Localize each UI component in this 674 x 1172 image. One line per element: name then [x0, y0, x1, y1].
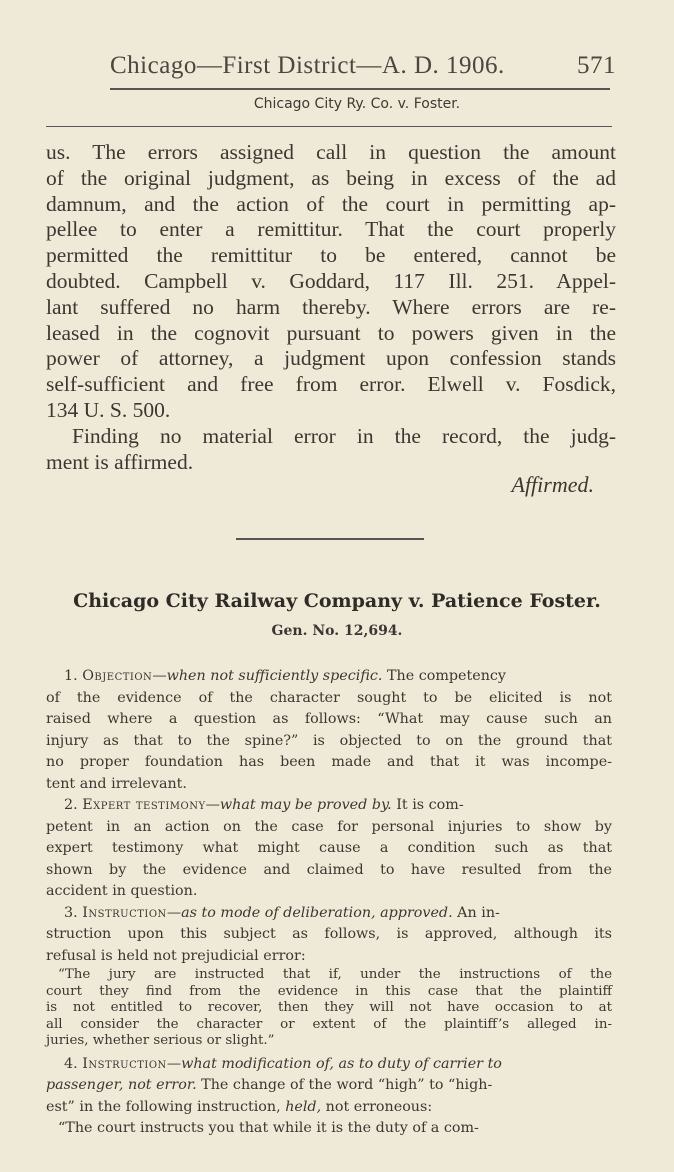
quote-line: is not entitled to recover, then they will not have occasion to at [46, 1000, 612, 1016]
section-divider [236, 538, 424, 540]
header-rule [110, 88, 610, 90]
opinion-line: self-sufficient and free from error. Elwell v. Fosdick, [46, 372, 616, 397]
syllabus [46, 666, 612, 1140]
opinion-line: doubted. Campbell v. Goddard, 117 Ill. 251. Appel- [46, 268, 616, 293]
quote-line: all consider the character or extent of the plaintiff’s alleged in- [46, 1016, 612, 1032]
item-heading: Expert testimony [82, 797, 206, 813]
item-heading: Instruction [82, 1055, 167, 1072]
syllabus-line [46, 1075, 612, 1097]
opinion-line: 134 U. S. 500. [46, 397, 171, 422]
opinion-line: leased in the cognovit pursuant to powers given in the [46, 320, 616, 345]
syllabus-line: petent in an action on the case for personal injuries to show by [46, 818, 612, 835]
syllabus-line: tent and irrelevant. [46, 775, 187, 792]
syllabus-item [46, 666, 612, 688]
quote-line: juries, whether serious or slight.” [46, 1033, 275, 1049]
case-title: Chicago City Railway Company v. Patience Foster. [73, 590, 601, 612]
running-head-title: Chicago—First District—A. D. 1906. [110, 52, 505, 79]
syllabus-line: no proper foundation has been made and that it was incompe- [46, 754, 612, 770]
running-head [110, 52, 616, 80]
item-number: 2. [64, 797, 78, 813]
syllabus-item [46, 903, 612, 925]
syllabus-line: raised where a question as follows: “What may cause such an [46, 711, 612, 727]
item-heading: Instruction [82, 904, 167, 921]
opinion-line: permitted the remittitur to be entered, cannot be [46, 243, 616, 268]
syllabus-line: accident in question. [46, 883, 198, 899]
syllabus-line: refusal is held not prejudicial error: [46, 947, 306, 964]
opinion-line: Finding no material error in the record, the judg- [72, 423, 616, 448]
docket-number: Gen. No. 12,694. [271, 623, 403, 639]
page-number: 571 [577, 52, 616, 79]
item-topic: —what may be proved by. [205, 797, 392, 813]
held-word: held, [285, 1098, 322, 1115]
case-short-title: Chicago City Ry. Co. v. Foster. [253, 96, 461, 112]
opinion-line: damnum, and the action of the court in permitting ap- [46, 191, 616, 216]
quote-line: “The jury are instructed that if, under the instructions of the [58, 967, 612, 982]
opinion-text [46, 140, 616, 475]
opinion-line: us. The errors assigned call in question the amount [46, 140, 616, 164]
syllabus-item [46, 795, 612, 817]
item-topic: —when not sufficiently specific. [152, 668, 383, 684]
syllabus-line: shown by the evidence and claimed to have resulted from the [46, 861, 612, 878]
subheader-rule [46, 126, 612, 127]
item-topic: —as to mode of deliberation, approved. [166, 904, 453, 921]
item-text: An in- [452, 904, 500, 921]
quoted-instruction [46, 967, 612, 1050]
quote-line: court they find from the evidence in this case that the plaintiff [46, 983, 612, 999]
item-topic: —what modification of, as to duty of carrier to [166, 1055, 502, 1072]
opinion-line: pellee to enter a remittitur. That the court properly [46, 217, 616, 242]
item-topic: passenger, not error. [46, 1077, 197, 1094]
disposition: Affirmed. [511, 472, 594, 497]
opinion-line: power of attorney, a judgment upon confession stands [46, 346, 616, 371]
opinion-line: of the original judgment, as being in excess of the ad [46, 165, 616, 190]
item-number: 3. [64, 904, 78, 921]
syllabus-line: struction upon this subject as follows, is approved, although its [46, 926, 612, 942]
item-text: not erroneous: [321, 1098, 433, 1115]
item-number: 1. [64, 668, 78, 684]
item-text: The competency [382, 668, 507, 684]
item-text: est” in the following instruction, [46, 1098, 286, 1115]
item-text: The change of the word “high” to “high- [196, 1077, 493, 1094]
quote-line: “The court instructs you that while it is the duty of a com- [58, 1120, 479, 1137]
syllabus-line [46, 1097, 612, 1119]
item-number: 4. [64, 1055, 78, 1072]
syllabus-line: of the evidence of the character sought to be elicited is not [46, 689, 612, 706]
syllabus-item [46, 1054, 612, 1076]
item-text: It is com- [391, 797, 464, 813]
syllabus-line: injury as that to the spine?” is objected to on the ground that [46, 732, 612, 749]
opinion-line: lant suffered no harm thereby. Where errors are re- [46, 294, 616, 319]
syllabus-line: expert testimony what might cause a condition such as that [46, 840, 612, 856]
opinion-line: ment is affirmed. [46, 449, 194, 474]
item-heading: Objection [82, 668, 153, 684]
